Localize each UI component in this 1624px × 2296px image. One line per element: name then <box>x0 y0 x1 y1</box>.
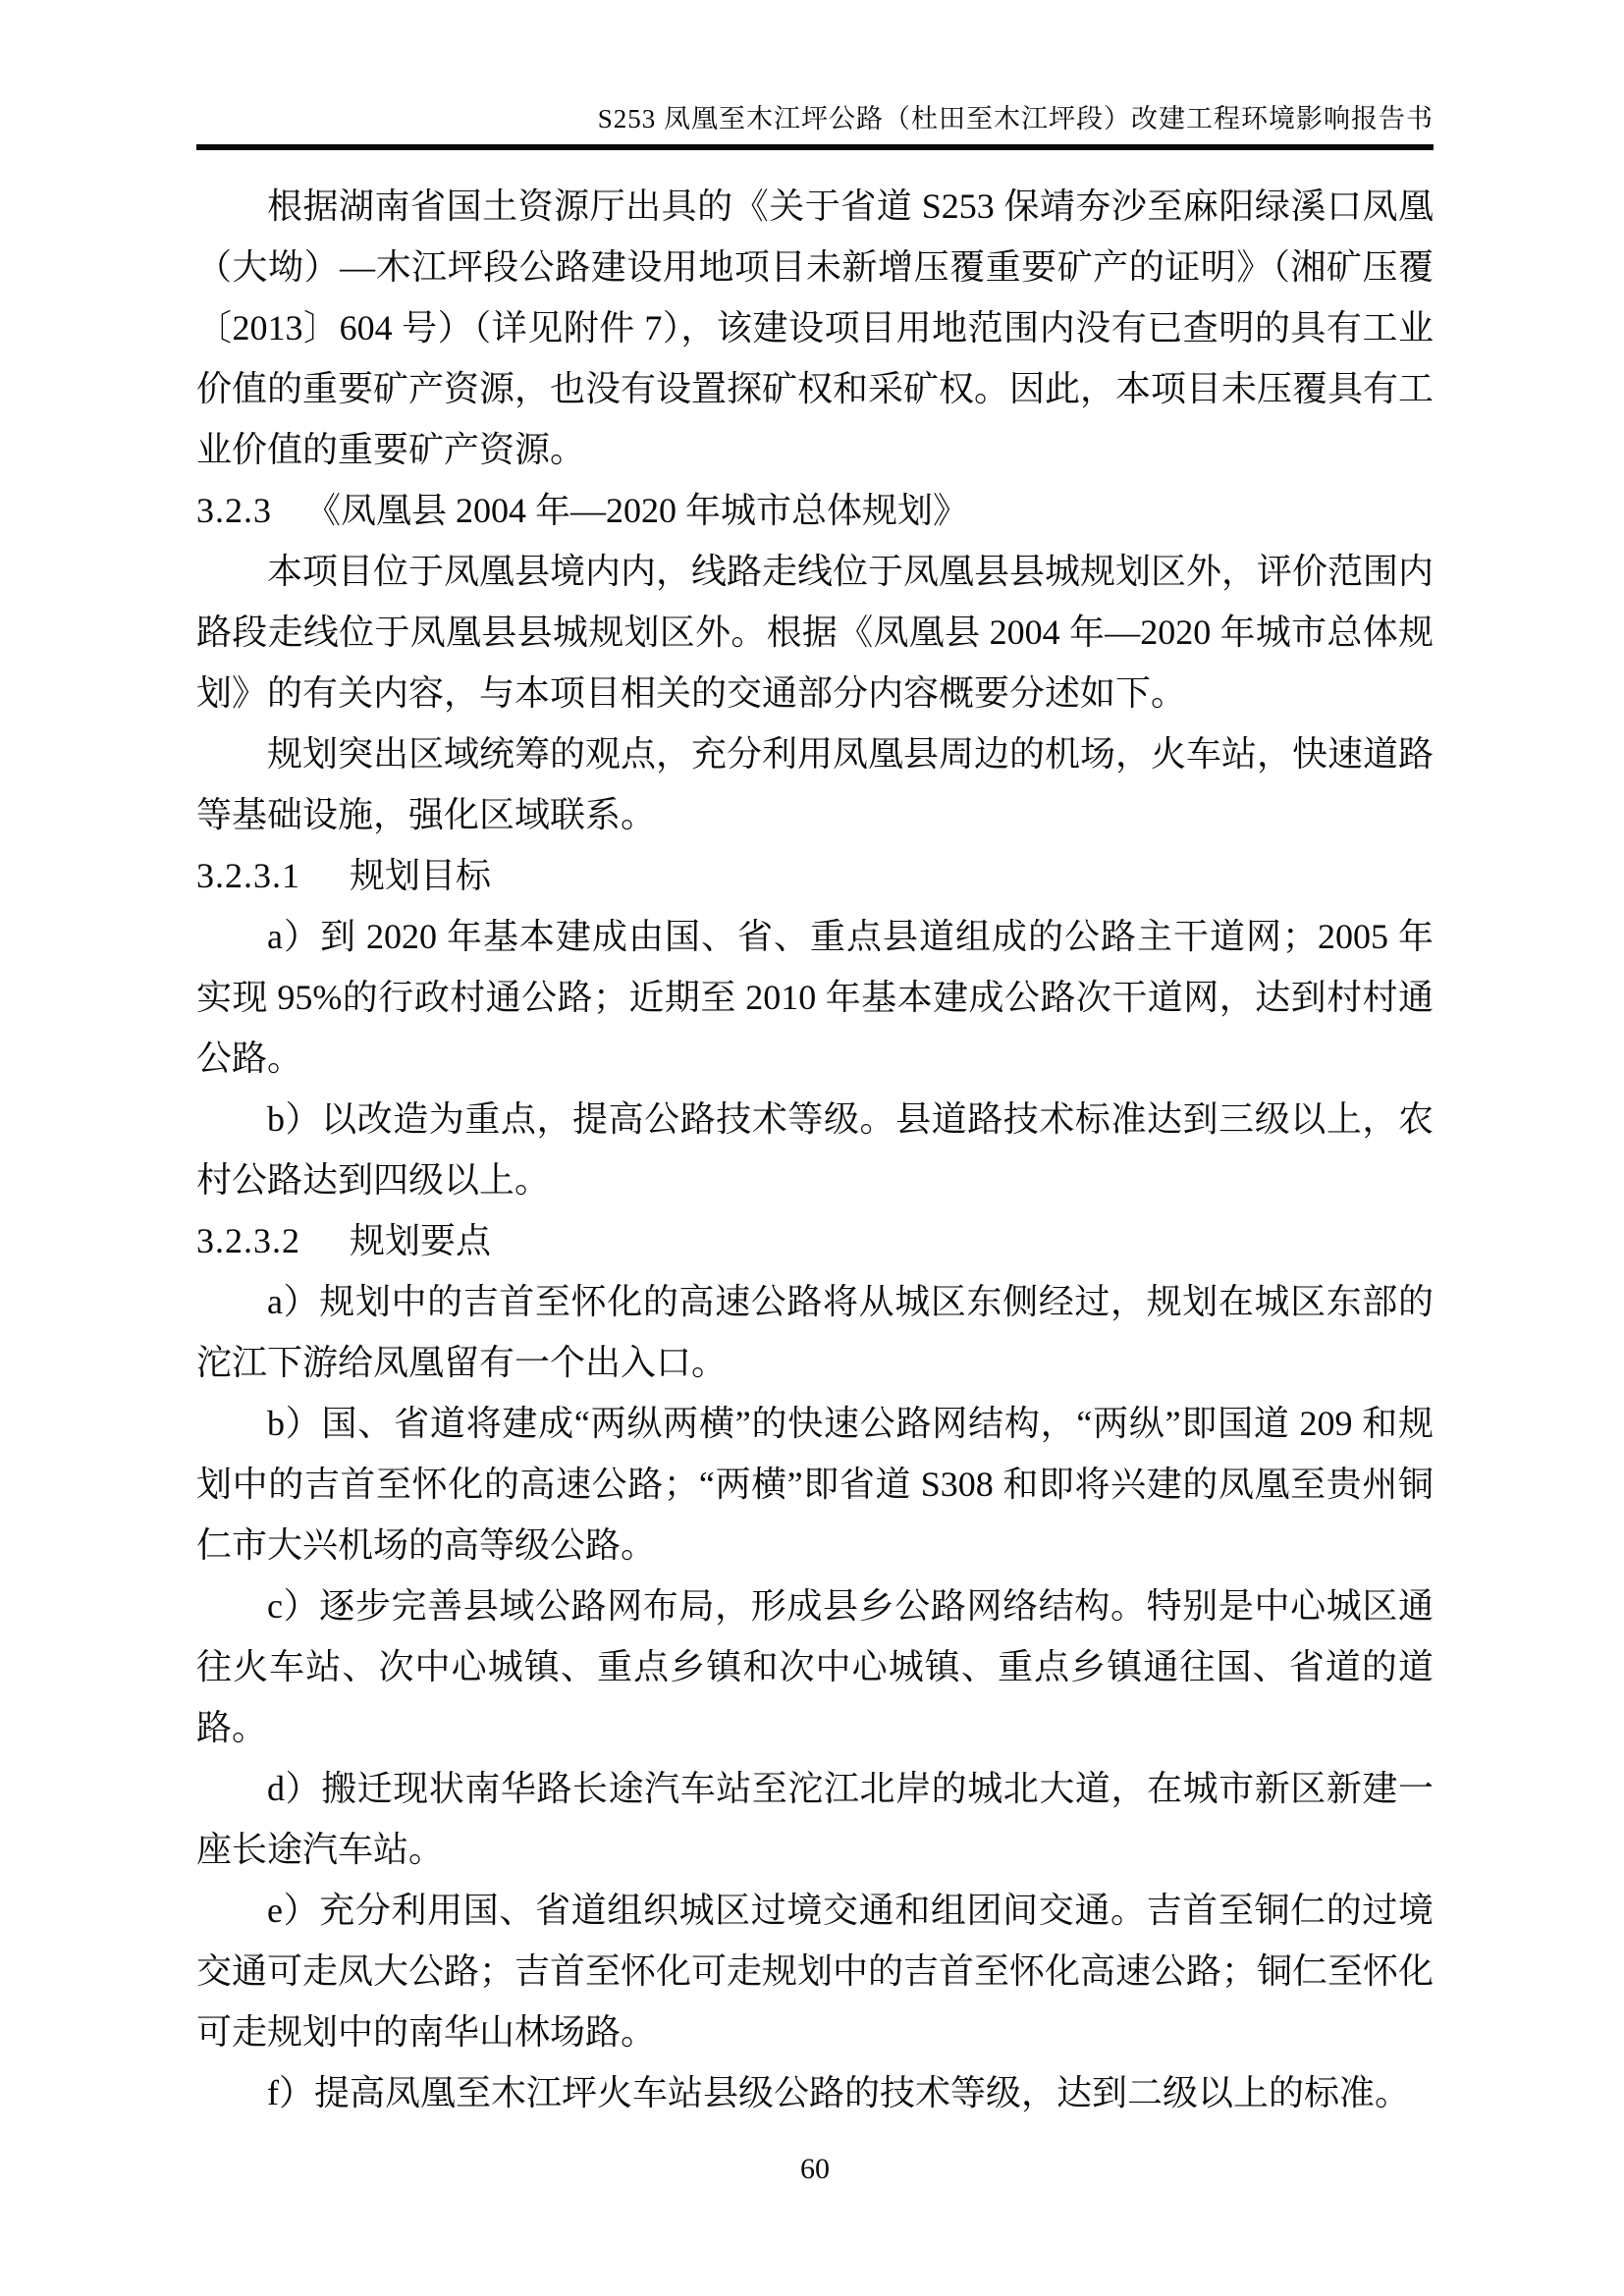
paragraph: b）国、省道将建成“两纵两横”的快速公路网结构，“两纵”即国道 209 和规划中的吉首至怀化的高速公路；“两横”即省道 S308 和即将兴建的凤凰至贵州铜仁市大兴机场的高等级公路。 <box>196 1404 1434 1565</box>
page-header <box>196 0 1434 150</box>
paragraph: e）充分利用国、省道组织城区过境交通和组团间交通。吉首至铜仁的过境交通可走凤大公路；吉首至怀化可走规划中的吉首至怀化高速公路；铜仁至怀化可走规划中的南华山林场路。 <box>196 1891 1435 2052</box>
paragraph: 根据湖南省国土资源厅出具的《关于省道 S253 保靖夯沙至麻阳绿溪口凤凰（大坳）—木江坪段公路建设用地项目未新增压覆重要矿产的证明》（湘矿压覆〔2013〕604 号）（详见附件 7），该建设项目用地范围内没有已查明的具有工业价值的重要矿产资源，也没有设置探矿权和采矿权。因此，本项目未压覆具有工业价值的重要矿产资源。 <box>196 187 1435 469</box>
section-title: 规划目标 <box>350 856 492 895</box>
paragraph: a）到 2020 年基本建成由国、省、重点县道组成的公路主干道网；2005 年实现 95%的行政村通公路；近期至 2010 年基本建成公路次干道网，达到村村通公路。 <box>196 917 1434 1078</box>
paragraph: f）提高凤凰至木江坪火车站县级公路的技术等级，达到二级以上的标准。 <box>267 2073 1410 2112</box>
paragraph: d）搬迁现状南华路长途汽车站至沱江北岸的城北大道，在城市新区新建一座长途汽车站。 <box>196 1769 1434 1869</box>
document-body <box>196 150 1434 2123</box>
section-title: 规划要点 <box>350 1221 492 1260</box>
section-heading <box>196 1210 1434 1271</box>
paragraph: 本项目位于凤凰县境内内，线路走线位于凤凰县县城规划区外，评价范围内路段走线位于凤凰县县城规划区外。根据《凤凰县 2004 年—2020 年城市总体规划》的有关内容，与本项目相关的交通部分内容概要分述如下。 <box>196 552 1435 713</box>
paragraph: c）逐步完善县域公路网布局，形成县乡公路网络结构。特别是中心城区通往火车站、次中心城镇、重点乡镇和次中心城镇、重点乡镇通往国、省道的道路。 <box>196 1586 1434 1747</box>
header-title: S253 凤凰至木江坪公路（杜田至木江坪段）改建工程环境影响报告书 <box>597 104 1434 133</box>
section-heading <box>196 845 1434 906</box>
paragraph: 规划突出区域统筹的观点，充分利用凤凰县周边的机场，火车站，快速道路等基础设施，强化区域联系。 <box>196 734 1435 834</box>
paragraph: a）规划中的吉首至怀化的高速公路将从城区东侧经过，规划在城区东部的沱江下游给凤凰留有一个出入口。 <box>196 1282 1434 1382</box>
section-heading <box>196 480 1434 541</box>
page-number: 60 <box>800 2153 830 2185</box>
section-title: 《凤凰县 2004 年—2020 年城市总体规划》 <box>305 491 969 530</box>
section-number: 3.2.3.1 <box>196 856 300 895</box>
section-number: 3.2.3 <box>196 491 272 530</box>
section-number: 3.2.3.2 <box>196 1221 300 1260</box>
paragraph: b）以改造为重点，提高公路技术等级。县道路技术标准达到三级以上，农村公路达到四级以上。 <box>196 1099 1434 1200</box>
